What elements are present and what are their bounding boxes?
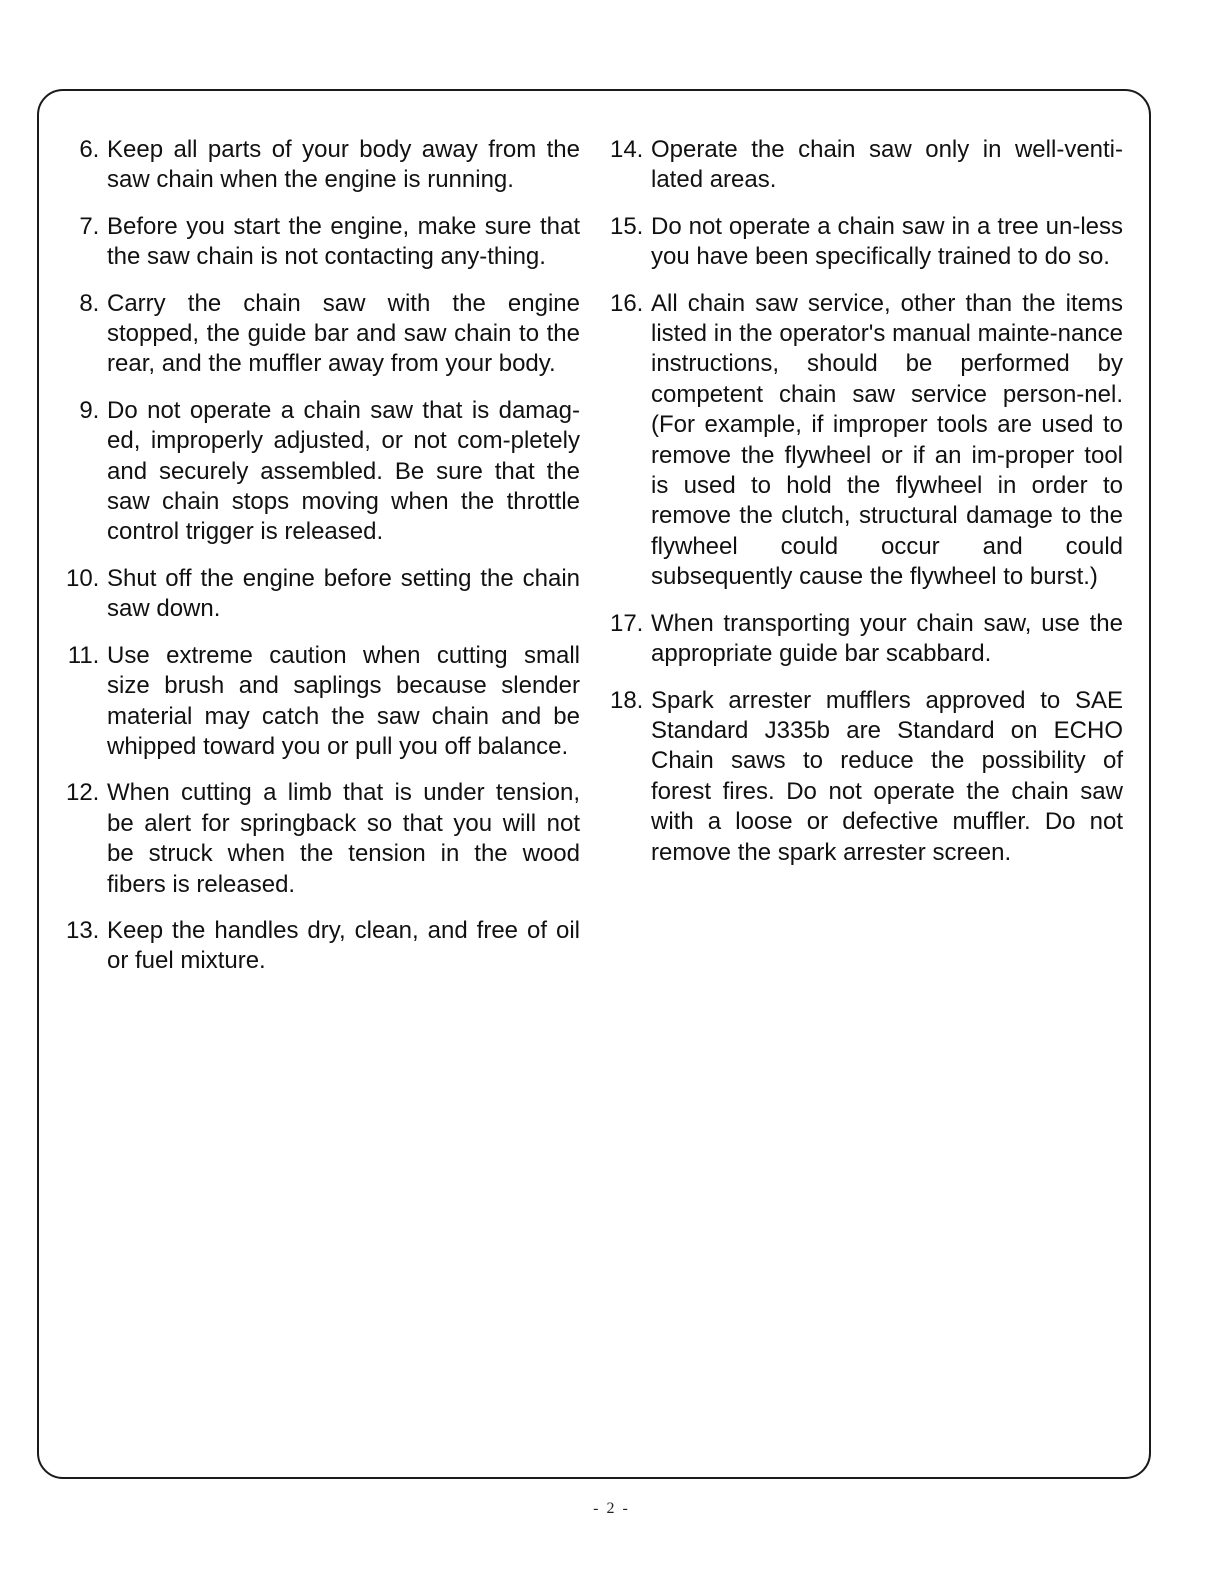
list-item	[62, 289, 580, 380]
list-item	[62, 916, 580, 977]
item-text: Keep all parts of your body away from the saw chain when the engine is running.	[107, 136, 580, 194]
list-item	[62, 641, 580, 763]
item-text: Carry the chain saw with the engine stopped, the guide bar and saw chain to the rear, and the muffler away from your body.	[107, 289, 580, 378]
item-number: 8.	[79, 289, 106, 317]
item-number: 16.	[609, 289, 650, 317]
item-text: Keep the handles dry, clean, and free of oil or fuel mixture.	[107, 916, 580, 975]
list-item	[62, 564, 580, 625]
list-item	[606, 135, 1123, 196]
item-number: 17.	[609, 609, 650, 637]
item-number: 18.	[609, 686, 650, 714]
item-number: 6.	[79, 136, 106, 163]
item-number: 12.	[65, 779, 106, 807]
item-number: 11.	[67, 641, 106, 669]
item-text: Shut off the engine before setting the chain saw down.	[107, 564, 580, 623]
item-number: 10.	[65, 564, 106, 592]
item-text: Before you start the engine, make sure that the saw chain is not contacting any-thing.	[107, 212, 580, 271]
item-text: Use extreme caution when cutting small size brush and saplings because slender material may catch the saw chain and be whipped toward you or pull you off balance.	[107, 641, 580, 760]
item-number: 13.	[65, 916, 106, 944]
list-item	[606, 212, 1123, 273]
item-text: When transporting your chain saw, use the appropriate guide bar scabbard.	[651, 609, 1123, 668]
list-item	[62, 212, 580, 273]
list-item	[62, 396, 580, 548]
item-text: When cutting a limb that is under tension, be alert for springback so that you will not be struck when the tension in the wood fibers is released.	[107, 779, 580, 898]
list-item	[62, 778, 580, 900]
item-text: Do not operate a chain saw in a tree un-less you have been specifically trained to do so.	[651, 212, 1123, 271]
item-number: 9.	[79, 396, 106, 424]
item-number: 15.	[609, 212, 650, 240]
right-column	[606, 135, 1123, 884]
left-column	[62, 135, 580, 993]
list-item	[606, 289, 1123, 593]
list-item	[62, 135, 580, 196]
page-number: - 2 -	[593, 1500, 630, 1517]
item-text: Do not operate a chain saw that is damag-ed, improperly adjusted, or not com-pletely and securely assembled. Be sure that the saw chain stops moving when the throttle control trigger is released.	[107, 396, 580, 546]
item-text: Operate the chain saw only in well-venti-lated areas.	[651, 136, 1123, 194]
list-item	[606, 686, 1123, 868]
item-number: 7.	[79, 212, 106, 240]
item-text: Spark arrester mufflers approved to SAE Standard J335b are Standard on ECHO Chain saws to reduce the possibility of forest fires. Do not operate the chain saw with a loose or defective muffler. Do not remove the spark arrester screen.	[651, 686, 1123, 866]
list-item	[606, 609, 1123, 670]
item-number: 14.	[609, 136, 650, 163]
item-text: All chain saw service, other than the items listed in the operator's manual mainte-nance instructions, should be performed by competent chain saw service person-nel. (For example, if improper tools are used to remove the flywheel or if an im-proper tool is used to hold the flywheel in order to remove the clutch, structural damage to the flywheel could occur and could subsequently cause the flywheel to burst.)	[651, 289, 1123, 591]
